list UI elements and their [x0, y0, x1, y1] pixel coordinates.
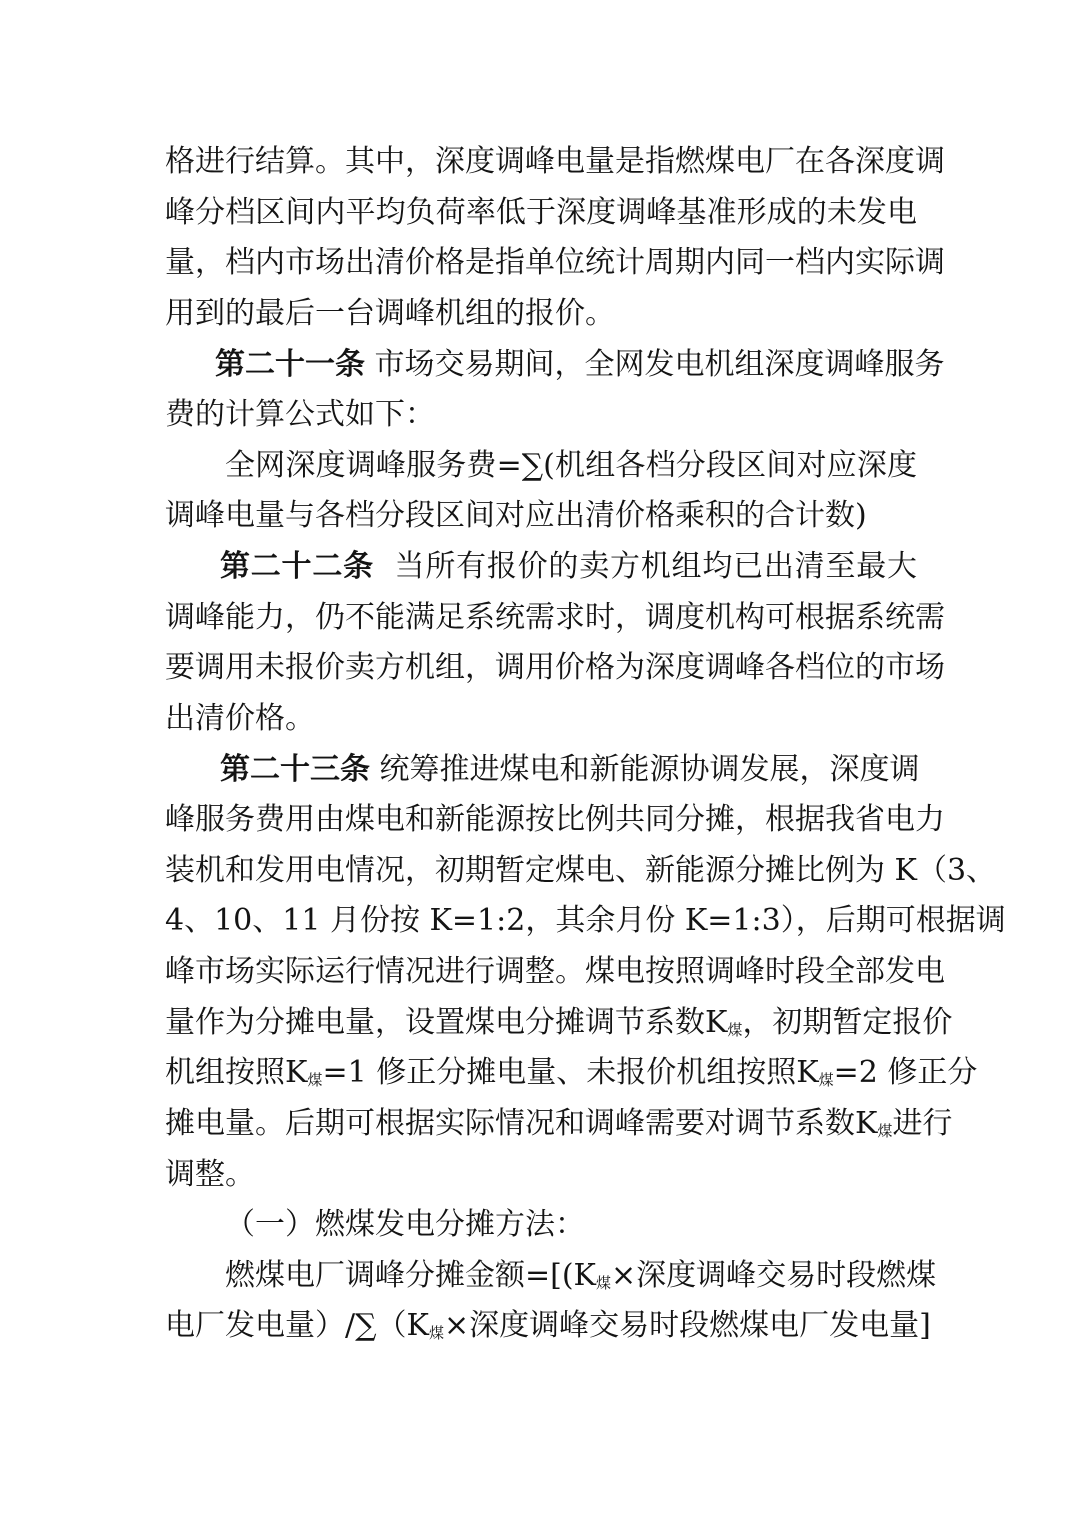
article-22-line [220, 547, 917, 587]
text-line: 要调用未报价卖方机组，调用价格为深度调峰各档位的市场 [165, 650, 945, 685]
text-line: 量，档内市场出清价格是指单位统计周期内同一档内实际调 [165, 245, 945, 280]
text-line: 4、10、11 月份按 K=1:2，其余月份 K=1:3），后期可根据调 [165, 903, 1006, 938]
text-span: 燃煤电厂调峰分摊金额=[(K [225, 1258, 596, 1293]
k-coal-symbol: $K_煤$ [705, 1005, 743, 1040]
formula-line [225, 1256, 937, 1296]
text-line [165, 1104, 953, 1144]
coal-subscript: 煤 [595, 1274, 611, 1292]
text-span: =2 修正分 [833, 1055, 978, 1090]
text-span: ×深度调峰交易时段燃煤 [610, 1258, 937, 1293]
coal-subscript: 煤 [428, 1324, 444, 1342]
formula-line: 全网深度调峰服务费=∑(机组各档分段区间对应深度 [225, 448, 917, 483]
k-coal-symbol: $K_煤$ [285, 1055, 323, 1090]
text-span: 进行 [892, 1106, 953, 1141]
section-title: （一）燃煤发电分摊方法： [225, 1207, 585, 1242]
text-line: 峰服务费用由煤电和新能源按比例共同分摊，根据我省电力 [165, 802, 945, 837]
text-line: 格进行结算。其中，深度调峰电量是指燃煤电厂在各深度调 [165, 144, 945, 179]
formula-line: 调峰电量与各档分段区间对应出清价格乘积的合计数) [165, 498, 867, 533]
text-line: 峰分档区间内平均负荷率低于深度调峰基准形成的未发电 [165, 195, 917, 230]
article-22-heading: 第二十二条 [220, 549, 374, 584]
article-21-line [215, 345, 945, 385]
text-span: 量作为分摊电量，设置煤电分摊调节系数 [165, 1005, 705, 1040]
text-span: 市场交易期间，全网发电机组深度调峰服务 [365, 347, 945, 382]
text-line: 费的计算公式如下： [165, 397, 435, 432]
text-span: 电厂发电量）/∑（K [165, 1308, 429, 1343]
text-line: 出清价格。 [165, 701, 315, 736]
k-coal-symbol: $K_煤$ [796, 1055, 834, 1090]
text-span: 摊电量。后期可根据实际情况和调峰需要对调节系数 [165, 1106, 855, 1141]
text-line: 峰市场实际运行情况进行调整。煤电按照调峰时段全部发电 [165, 954, 945, 989]
formula-line [165, 1306, 931, 1346]
text-line: 装机和发用电情况，初期暂定煤电、新能源分摊比例为 K（3、 [165, 853, 997, 888]
text-line [165, 1053, 978, 1093]
text-span: ，初期暂定报价 [742, 1005, 953, 1040]
article-21-heading: 第二十一条 [215, 347, 365, 382]
text-line: 调整。 [165, 1157, 255, 1192]
text-span: 统筹推进煤电和新能源协调发展，深度调 [370, 752, 920, 787]
text-span: ×深度调峰交易时段燃煤电厂发电量] [443, 1308, 931, 1343]
text-line: 调峰能力，仍不能满足系统需求时，调度机构可根据系统需 [165, 600, 945, 635]
text-span: 当所有报价的卖方机组均已出清至最大 [373, 549, 918, 584]
article-23-line [220, 750, 920, 790]
text-span: 机组按照 [165, 1055, 285, 1090]
text-span: =1 修正分摊电量、未报价机组按照 [322, 1055, 797, 1090]
text-line [165, 1003, 953, 1043]
k-coal-symbol: $K_煤$ [855, 1106, 893, 1141]
text-line: 用到的最后一台调峰机组的报价。 [165, 296, 615, 331]
article-23-heading: 第二十三条 [220, 752, 370, 787]
